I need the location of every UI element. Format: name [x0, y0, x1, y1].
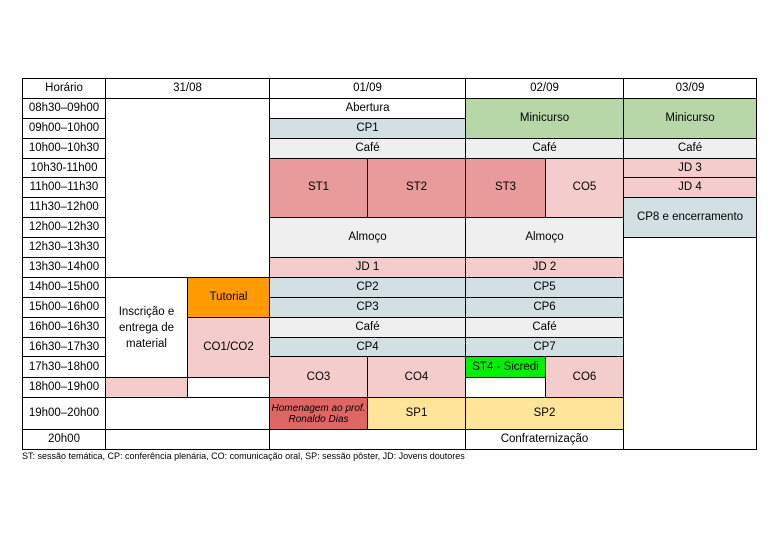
schedule-table: [22, 78, 757, 450]
session-almoco-0209: Almoço: [466, 218, 624, 258]
session-cafe-0309: Café: [624, 138, 757, 158]
time-cell: 14h00–15h00: [23, 277, 106, 297]
time-cell: 12h00–12h30: [23, 218, 106, 238]
session-st4: ST4 - Sicredi: [466, 357, 546, 378]
session-jd1: JD 1: [270, 258, 466, 278]
session-jd2: JD 2: [466, 258, 624, 278]
empty-cell: [106, 430, 270, 450]
table-row: [23, 98, 757, 118]
legend-text: ST: sessão temática, CP: conferência plenária, CO: comunicação oral, SP: sessão pôster, JD: Jovens doutores: [22, 451, 465, 461]
time-cell: 19h00–20h00: [23, 398, 106, 430]
session-cp1: CP1: [270, 118, 466, 138]
time-cell: 10h30-11h00: [23, 158, 106, 178]
session-co3: CO3: [270, 357, 368, 398]
session-cafe-0209: Café: [466, 138, 624, 158]
session-cafe-0109: Café: [270, 138, 466, 158]
empty-cell: [106, 378, 188, 398]
time-cell: 16h00–16h30: [23, 317, 106, 337]
header-time: Horário: [23, 79, 106, 99]
session-st3: ST3: [466, 158, 546, 218]
session-cp3: CP3: [270, 297, 466, 317]
empty-cell: [270, 430, 466, 450]
session-st1: ST1: [270, 158, 368, 218]
session-jd3: JD 3: [624, 158, 757, 178]
header-day-01-09: 01/09: [270, 79, 466, 99]
session-minicurso-0209: Minicurso: [466, 98, 624, 138]
session-cafe-tarde-0109: Café: [270, 317, 466, 337]
time-cell: 12h30–13h30: [23, 238, 106, 258]
time-cell: 17h30–18h00: [23, 357, 106, 378]
session-st2: ST2: [368, 158, 466, 218]
time-cell: 11h00–11h30: [23, 178, 106, 198]
header-day-02-09: 02/09: [466, 79, 624, 99]
session-sp2: SP2: [466, 398, 624, 430]
header-day-03-09: 03/09: [624, 79, 757, 99]
session-cp6: CP6: [466, 297, 624, 317]
time-cell: 08h30–09h00: [23, 98, 106, 118]
session-cafe-tarde-0209: Café: [466, 317, 624, 337]
time-cell: 18h00–19h00: [23, 378, 106, 398]
time-cell: 10h00–10h30: [23, 138, 106, 158]
session-co6: CO6: [546, 357, 624, 398]
session-cp8: CP8 e encerramento: [624, 198, 757, 238]
session-sp1: SP1: [368, 398, 466, 430]
time-cell: 09h00–10h00: [23, 118, 106, 138]
header-row: [23, 79, 757, 99]
time-cell: 13h30–14h00: [23, 258, 106, 278]
header-day-31-08: 31/08: [106, 79, 270, 99]
session-cp2: CP2: [270, 277, 466, 297]
session-confraternizacao: Confraternização: [466, 430, 624, 450]
session-minicurso-0309: Minicurso: [624, 98, 757, 138]
session-tutorial: Tutorial: [188, 277, 270, 317]
session-co5: CO5: [546, 158, 624, 218]
session-co4: CO4: [368, 357, 466, 398]
session-co1-co2: CO1/CO2: [188, 317, 270, 378]
session-cp7: CP7: [466, 337, 624, 357]
session-abertura: Abertura: [270, 98, 466, 118]
time-cell: 20h00: [23, 430, 106, 450]
session-homenagem: Homenagem ao prof. Ronaldo Dias: [270, 398, 368, 430]
empty-cell: [106, 398, 270, 430]
session-cp4: CP4: [270, 337, 466, 357]
time-cell: 15h00–16h00: [23, 297, 106, 317]
session-jd4: JD 4: [624, 178, 757, 198]
time-cell: 16h30–17h30: [23, 337, 106, 357]
session-cp5: CP5: [466, 277, 624, 297]
time-cell: 11h30–12h00: [23, 198, 106, 218]
empty-cell: [106, 98, 270, 277]
session-inscricao: Inscrição e entrega de material: [106, 277, 188, 378]
session-almoco-0109: Almoço: [270, 218, 466, 258]
empty-cell: [624, 238, 757, 450]
